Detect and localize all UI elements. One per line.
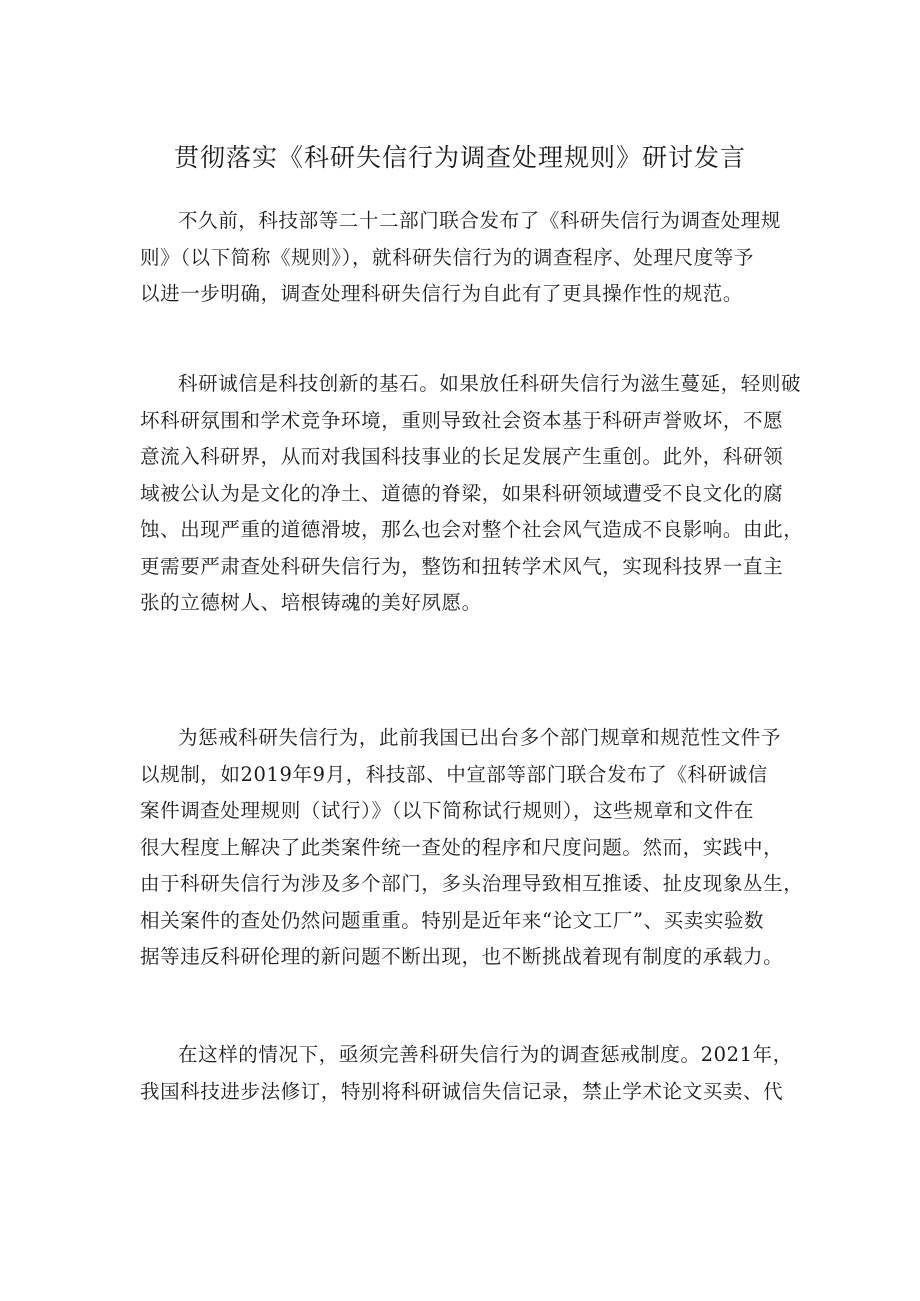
- paragraph-line: 据等违反科研伦理的新问题不断出现，也不断挑战着现有制度的承载力。: [140, 945, 784, 968]
- paragraph-4: [140, 1037, 800, 1110]
- paragraph-line: 不久前，科技部等二十二部门联合发布了《科研失信行为调查处理规: [178, 209, 782, 232]
- paragraph-line: 案件调查处理规则（试行）》（以下简称试行规则），这些规章和文件在: [140, 799, 754, 822]
- paragraph-line: 为惩戒科研失信行为，此前我国已出台多个部门规章和规范性文件予: [178, 726, 782, 749]
- document-title: 贯彻落实《科研失信行为调查处理规则》研讨发言: [173, 143, 746, 172]
- paragraph-line: 意流入科研界，从而对我国科技事业的长足发展产生重创。此外，科研领: [140, 445, 784, 468]
- paragraph-2: [140, 366, 804, 622]
- paragraph-line: 坏科研氛围和学术竞争环境，重则导致社会资本基于科研声誉败坏，不愿: [140, 408, 784, 432]
- paragraph-line: 以规制，如2019年9月，科技部、中宣部等部门联合发布了《科研诚信: [140, 762, 768, 786]
- paragraph-line: 很大程度上解决了此类案件统一查处的程序和尺度问题。然而，实践中，: [140, 835, 784, 859]
- paragraph-line: 张的立德树人、培根铸魂的美好夙愿。: [140, 591, 482, 614]
- paragraph-1: [140, 203, 800, 313]
- paragraph-line: 科研诚信是科技创新的基石。如果放任科研失信行为滋生蔓延，轻则破: [178, 372, 802, 395]
- paragraph-line: 我国科技进步法修订，特别将科研诚信失信记录，禁止学术论文买卖、代: [140, 1079, 784, 1103]
- paragraph-line: 在这样的情况下，亟须完善科研失信行为的调查惩戒制度。2021年，: [178, 1043, 793, 1066]
- paragraph-line: 相关案件的查处仍然问题重重。特别是近年来“论文工厂”、买卖实验数: [140, 908, 765, 932]
- paragraph-line: 蚀、出现严重的道德滑坡，那么也会对整个社会风气造成不良影响。由此，: [140, 518, 804, 541]
- paragraph-line: 以进一步明确，调查处理科研失信行为自此有了更具操作性的规范。: [140, 282, 744, 305]
- paragraph-line: 域被公认为是文化的净土、道德的脊梁，如果科研领域遭受不良文化的腐: [140, 481, 784, 505]
- paragraph-line: 则》（以下简称《规则》），就科研失信行为的调查程序、处理尺度等予: [140, 245, 754, 269]
- paragraph-line: 由于科研失信行为涉及多个部门，多头治理导致相互推诿、扯皮现象丛生，: [140, 872, 804, 895]
- paragraph-line: 更需要严肃查处科研失信行为，整饬和扭转学术风气，实现科技界一直主: [140, 554, 784, 578]
- paragraph-3: [140, 720, 804, 976]
